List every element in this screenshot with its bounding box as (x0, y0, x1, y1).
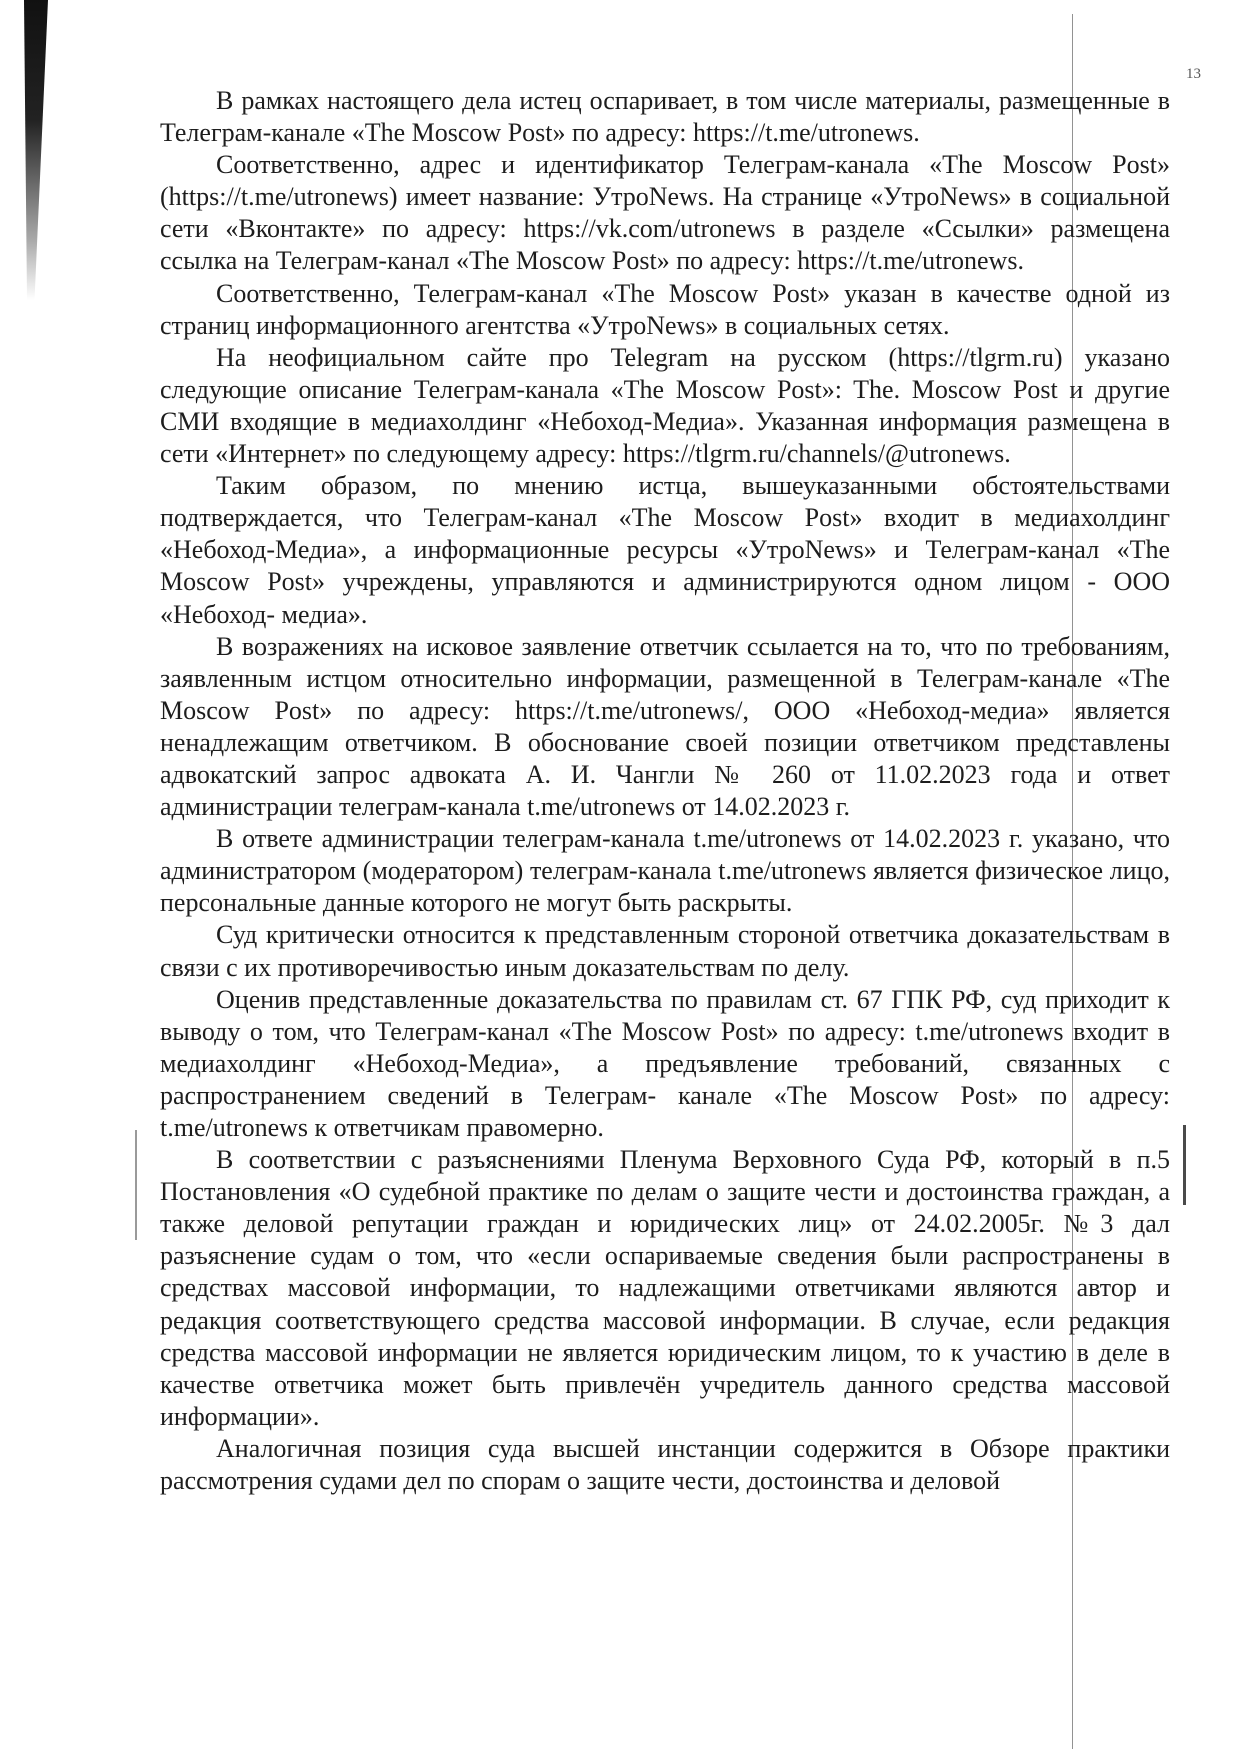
paragraph-7: В ответе администрации телеграм-канала t.me/utronews от 14.02.2023 г. указано, что администратором (модератором) телеграм-канала t.me/utronews является физическое лицо, персональные данные которого не могут быть раскрыты. (160, 824, 1170, 918)
document-body (160, 85, 1170, 1497)
paragraph-11: Аналогичная позиция суда высшей инстанции содержится в Обзоре практики рассмотрения судами дел по спорам о защите чести, достоинства и деловой (160, 1433, 1170, 1496)
scan-margin-mark-left (135, 1130, 137, 1240)
paragraph-5: Таким образом, по мнению истца, вышеуказанными обстоятельствами подтверждается, что Телеграм-канал «The Moscow Post» входит в медиахолдинг «Небоход-Медиа», а информационные ресурсы «УтроNews» и Телеграм-канал «The Moscow Post» учреждены, управляются и администрируются одном лицом - ООО «Небоход- медиа». (160, 471, 1170, 629)
page-number: 13 (1186, 66, 1201, 82)
scan-edge-shadow (18, 0, 48, 300)
paragraph-4: На неофициальном сайте про Telegram на русском (https://tlgrm.ru) указано следующие описание Телеграм-канала «The Moscow Post»: The. Moscow Post и другие СМИ входящие в медиахолдинг «Небоход-Медиа». Указанная информация размещена в сети «Интернет» по следующему адресу: https://tlgrm.ru/channels/@utronews. (160, 342, 1170, 469)
paragraph-6: В возражениях на исковое заявление ответчик ссылается на то, что по требованиям, заявленным истцом относительно информации, размещенной в Телеграм-канале «The Moscow Post» по адресу: https://t.me/utronews/, ООО «Небоход-медиа» является ненадлежащим ответчиком. В обоснование своей позиции ответчиком представлены адвокатский запрос адвоката А. И. Чангли № 260 от 11.02.2023 года и ответ администрации телеграм-канала t.me/utronews от 14.02.2023 г. (160, 631, 1170, 822)
paragraph-2: Соответственно, адрес и идентификатор Телеграм-канала «The Moscow Post» (https://t.me/utronews) имеет название: УтроNews. На странице «УтроNews» в социальной сети «Вконтакте» по адресу: https://vk.com/utronews в разделе «Ссылки» размещена ссылка на Телеграм-канал «The Moscow Post» по адресу: https://t.me/utronews. (160, 150, 1170, 276)
scan-margin-mark-right (1183, 1125, 1186, 1205)
paragraph-10: В соответствии с разъяснениями Пленума Верховного Суда РФ, который в п.5 Постановления «О судебной практике по делам о защите чести и достоинства граждан, а также деловой репутации граждан и юридических лиц» от 24.02.2005г. №3 дал разъяснение судам о том, что «если оспариваемые сведения были распространены в средствах массовой информации, то надлежащими ответчиками являются автор и редакция соответствующего средства массовой информации. В случае, если редакция средства массовой информации не является юридическим лицом, то к участию в деле в качестве ответчика может быть привлечён учредитель данного средства массовой информации». (160, 1145, 1170, 1431)
paragraph-1: В рамках настоящего дела истец оспаривает, в том числе материалы, размещенные в Телеграм-канале «The Moscow Post» по адресу: https://t.me/utronews. (160, 86, 1170, 148)
paragraph-3: Соответственно, Телеграм-канал «The Moscow Post» указан в качестве одной из страниц информационного агентства «УтроNews» в социальных сетях. (160, 278, 1170, 340)
paragraph-8: Суд критически относится к представленным стороной ответчика доказательствам в связи с их противоречивостью иным доказательствам по делу. (160, 920, 1170, 982)
paragraph-9: Оценив представленные доказательства по правилам ст. 67 ГПК РФ, суд приходит к выводу о том, что Телеграм-канал «The Moscow Post» по адресу: t.me/utronews входит в медиахолдинг «Небоход-Медиа», а предъявление требований, связанных с распространением сведений в Телеграм- канале «The Moscow Post» по адресу: t.me/utronews к ответчикам правомерно. (160, 984, 1170, 1142)
